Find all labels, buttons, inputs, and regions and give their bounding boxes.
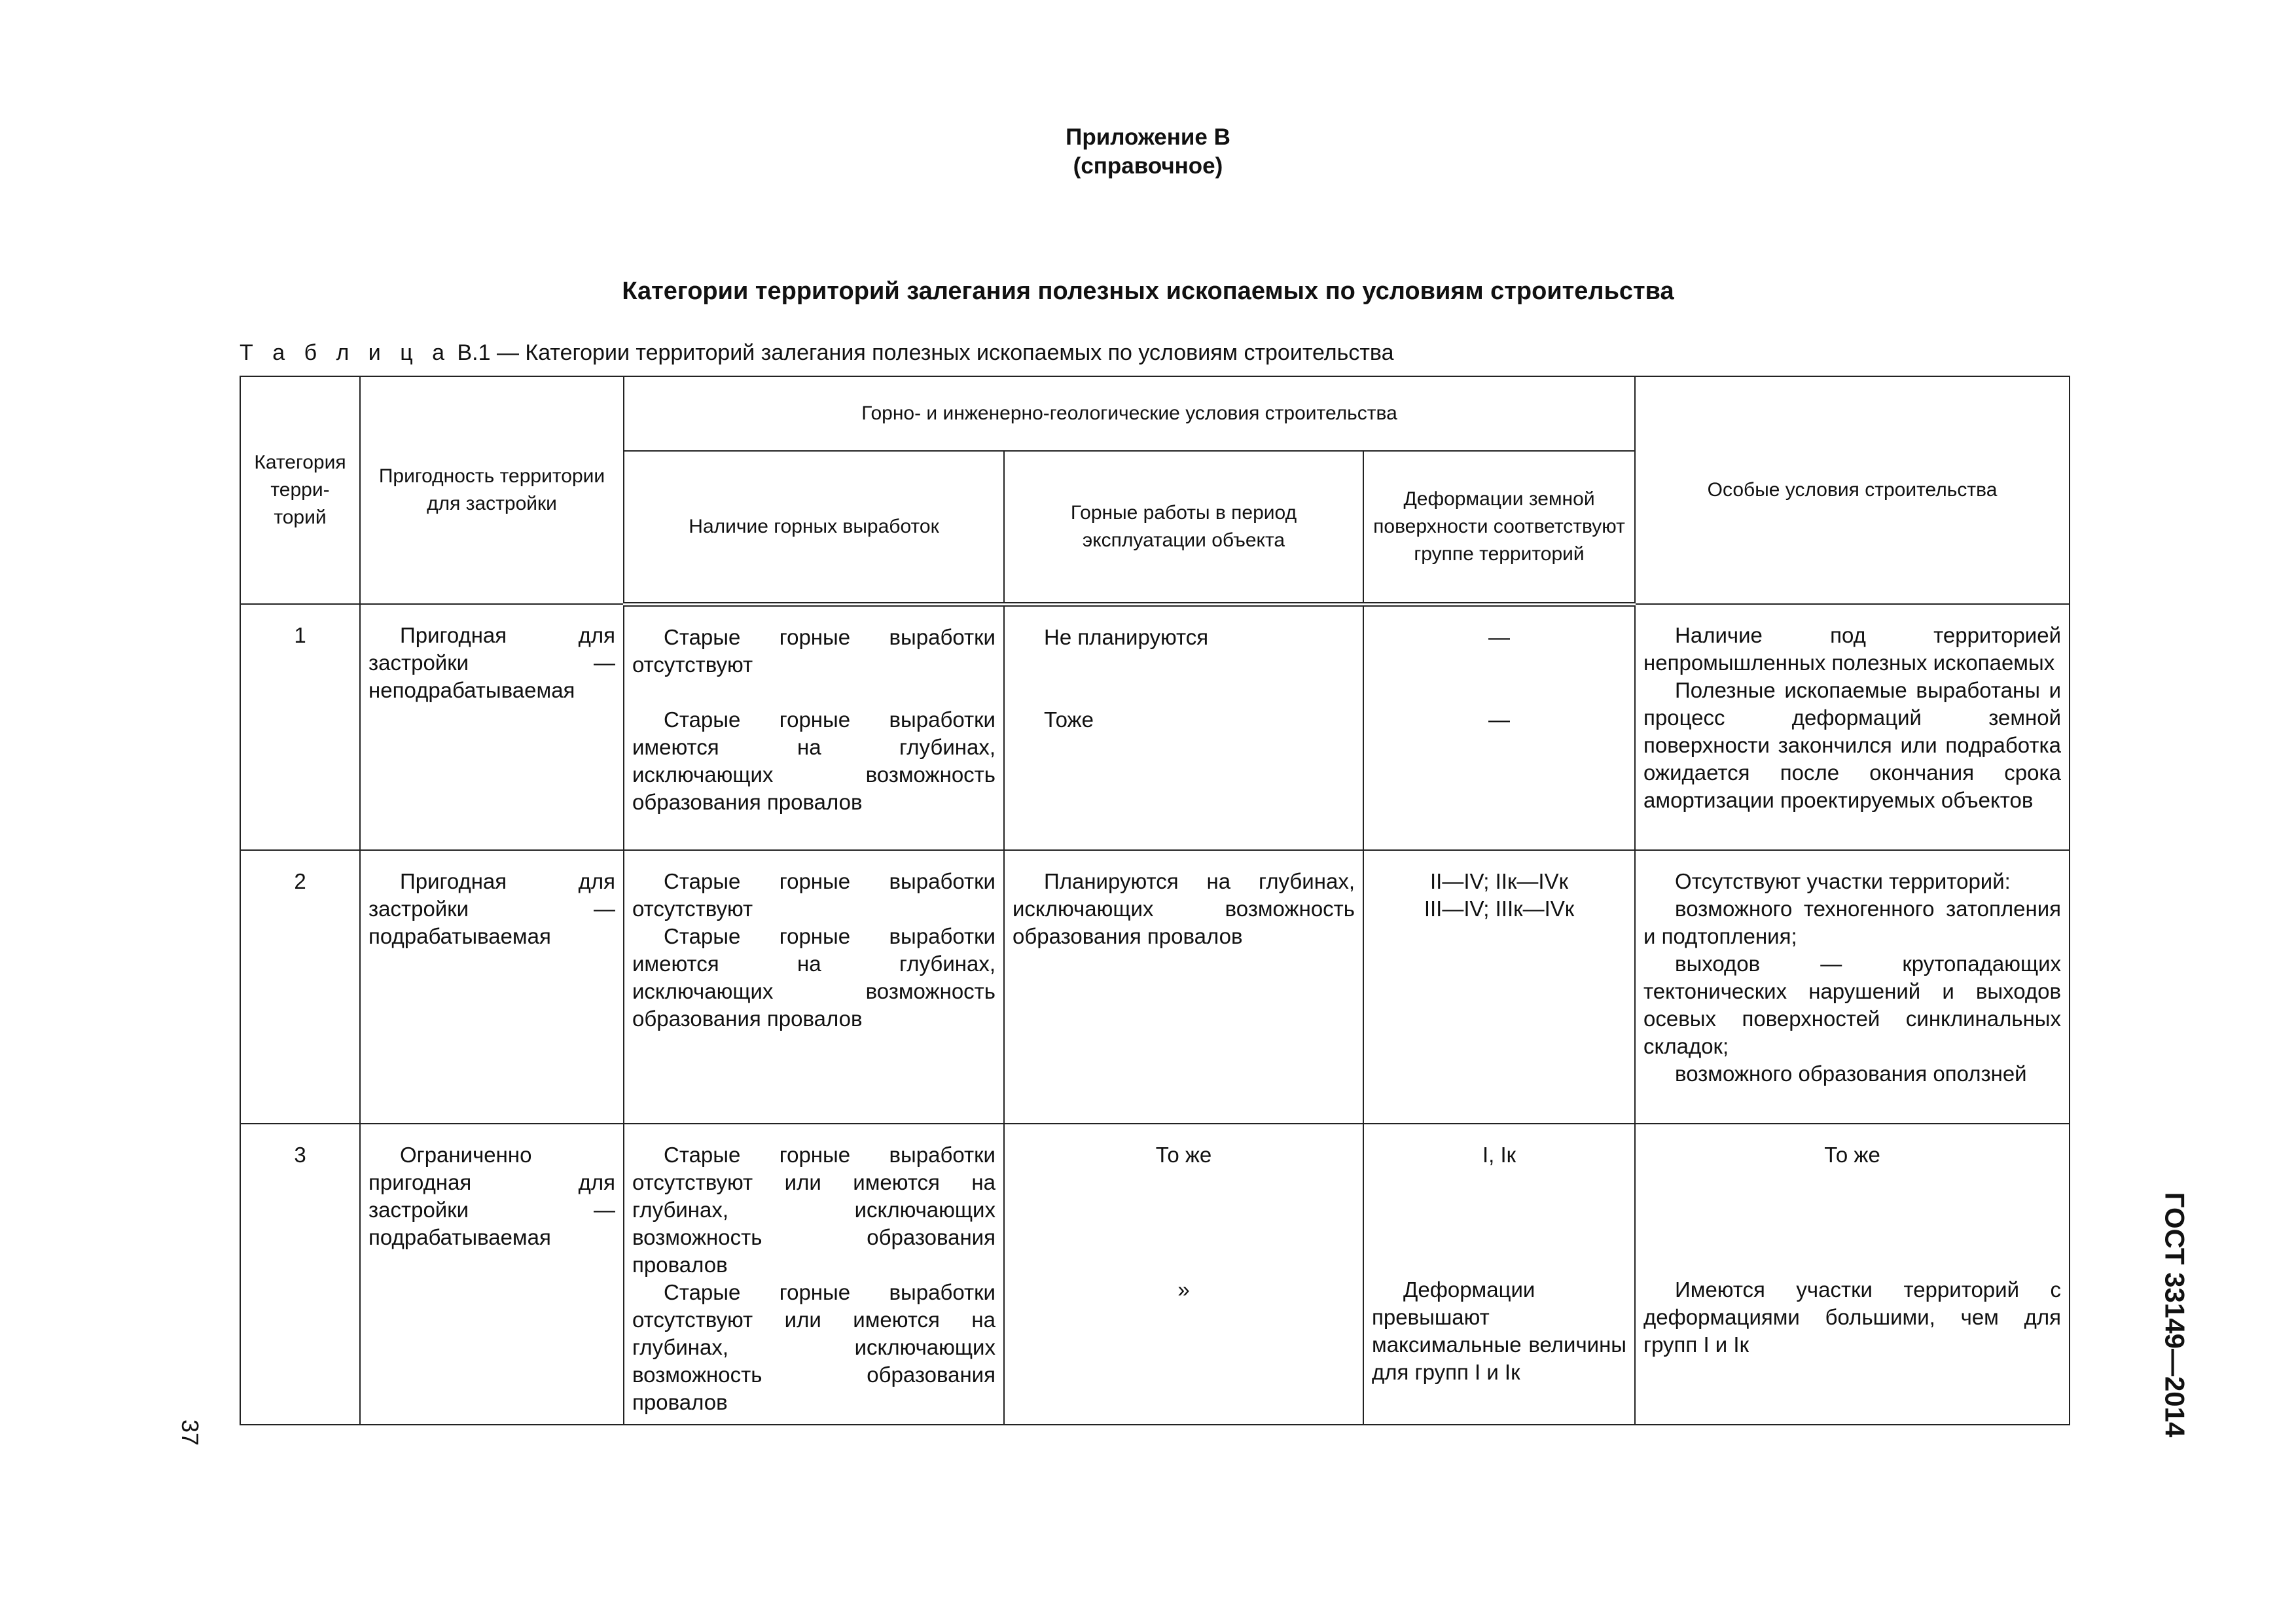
cell-workings	[624, 850, 1004, 1124]
cell-category: 3	[240, 1124, 360, 1425]
mining-text: »	[1177, 1277, 1190, 1302]
deformation-groups-line: II—IV; IIк—IVк	[1430, 869, 1569, 893]
cell-deformations	[1363, 604, 1635, 850]
cell-suitability	[360, 604, 624, 850]
cell-category: 2	[240, 850, 360, 1124]
table-row	[240, 1124, 2070, 1425]
table-row	[240, 604, 2070, 850]
workings-text: Старые горные выработки отсутствуют или имеются на глубинах, исключающих возможность образования провалов	[632, 1280, 996, 1414]
mining-text: То же	[1155, 1143, 1212, 1167]
caption-prefix: Т а б л и ц а	[240, 340, 452, 365]
workings-text: Старые горные выработки отсутствуют	[632, 624, 996, 677]
deformation-text: —	[1488, 624, 1511, 649]
cell-mining	[1004, 1124, 1363, 1425]
workings-text: Старые горные выработки имеются на глубинах, исключающих возможность образования провалов	[632, 924, 996, 1031]
deformation-text: Деформации превышают максимальные величины для групп I и Iк	[1372, 1277, 1627, 1384]
header-workings: Наличие горных выработок	[624, 451, 1004, 604]
special-text: Полезные ископаемые выработаны и процесс деформаций земной поверхности закончился или подработка ожидается после окончания срока амортизации проектируемых объектов	[1643, 678, 2062, 812]
suitability-text: Пригодная для застройки — неподрабатываемая	[368, 623, 615, 702]
appendix-title: Приложение В	[1066, 124, 1230, 150]
header-special: Особые условия строительства	[1635, 376, 2070, 604]
cell-deformations	[1363, 1124, 1635, 1425]
deformation-groups-line: III—IV; IIIк—IVк	[1424, 897, 1575, 921]
special-text: выходов — крутопадающих тектонических нарушений и выходов осевых поверхностей синклинальных складок;	[1643, 952, 2062, 1058]
workings-text: Старые горные выработки отсутствуют или имеются на глубинах, исключающих возможность образования провалов	[632, 1143, 996, 1277]
appendix-heading	[0, 123, 2296, 181]
cell-deformations	[1363, 850, 1635, 1124]
mining-text: Планируются на глубинах, исключающих возможность образования провалов	[1013, 869, 1355, 948]
cell-suitability	[360, 850, 624, 1124]
header-mining-during: Горные работы в период эксплуатации объекта	[1004, 451, 1363, 604]
categories-table	[240, 376, 2070, 1425]
special-text: Наличие под территорией непромышленных полезных ископаемых	[1643, 623, 2062, 675]
cell-special	[1635, 850, 2070, 1124]
cell-suitability	[360, 1124, 624, 1425]
mining-text: Не планируются	[1044, 624, 1209, 649]
special-text: возможного образования оползней	[1675, 1061, 2027, 1086]
deformation-text: —	[1488, 707, 1511, 732]
cell-mining	[1004, 604, 1363, 850]
table-row	[240, 850, 2070, 1124]
suitability-text: Ограниченно пригодная для застройки — подрабатываемая	[368, 1143, 615, 1249]
cell-category: 1	[240, 604, 360, 850]
cell-special	[1635, 604, 2070, 850]
standard-code: ГОСТ 33149—2014	[2159, 1192, 2191, 1438]
special-text: Имеются участки территорий с деформациями большими, чем для групп I и Iк	[1643, 1277, 2062, 1357]
header-conditions-group: Горно- и инженерно-геологические условия строительства	[624, 376, 1635, 451]
header-deformations: Деформации земной поверхности соответствуют группе территорий	[1363, 451, 1635, 604]
suitability-text: Пригодная для застройки — подрабатываемая	[368, 869, 615, 948]
workings-text: Старые горные выработки отсутствуют	[632, 869, 996, 921]
special-text: возможного техногенного затопления и подтопления;	[1643, 897, 2062, 948]
header-suitability: Пригодность территории для застройки	[360, 376, 624, 604]
caption-text: В.1 — Категории территорий залегания полезных ископаемых по условиям строительства	[451, 340, 1394, 365]
mining-text: Тоже	[1044, 707, 1094, 732]
cell-workings	[624, 604, 1004, 850]
page-number: 37	[177, 1419, 204, 1446]
cell-workings	[624, 1124, 1004, 1425]
header-category: Категория терри-торий	[240, 376, 360, 604]
cell-special	[1635, 1124, 2070, 1425]
appendix-subtitle: (справочное)	[1073, 153, 1223, 179]
special-text: Отсутствуют участки территорий:	[1675, 869, 2011, 893]
workings-text: Старые горные выработки имеются на глубинах, исключающих возможность образования провалов	[632, 707, 996, 814]
document-title: Категории территорий залегания полезных ископаемых по условиям строительства	[622, 277, 1674, 305]
deformation-text: I, Iк	[1482, 1143, 1516, 1167]
table-caption	[240, 340, 1394, 366]
cell-mining	[1004, 850, 1363, 1124]
special-text: То же	[1824, 1143, 1880, 1167]
